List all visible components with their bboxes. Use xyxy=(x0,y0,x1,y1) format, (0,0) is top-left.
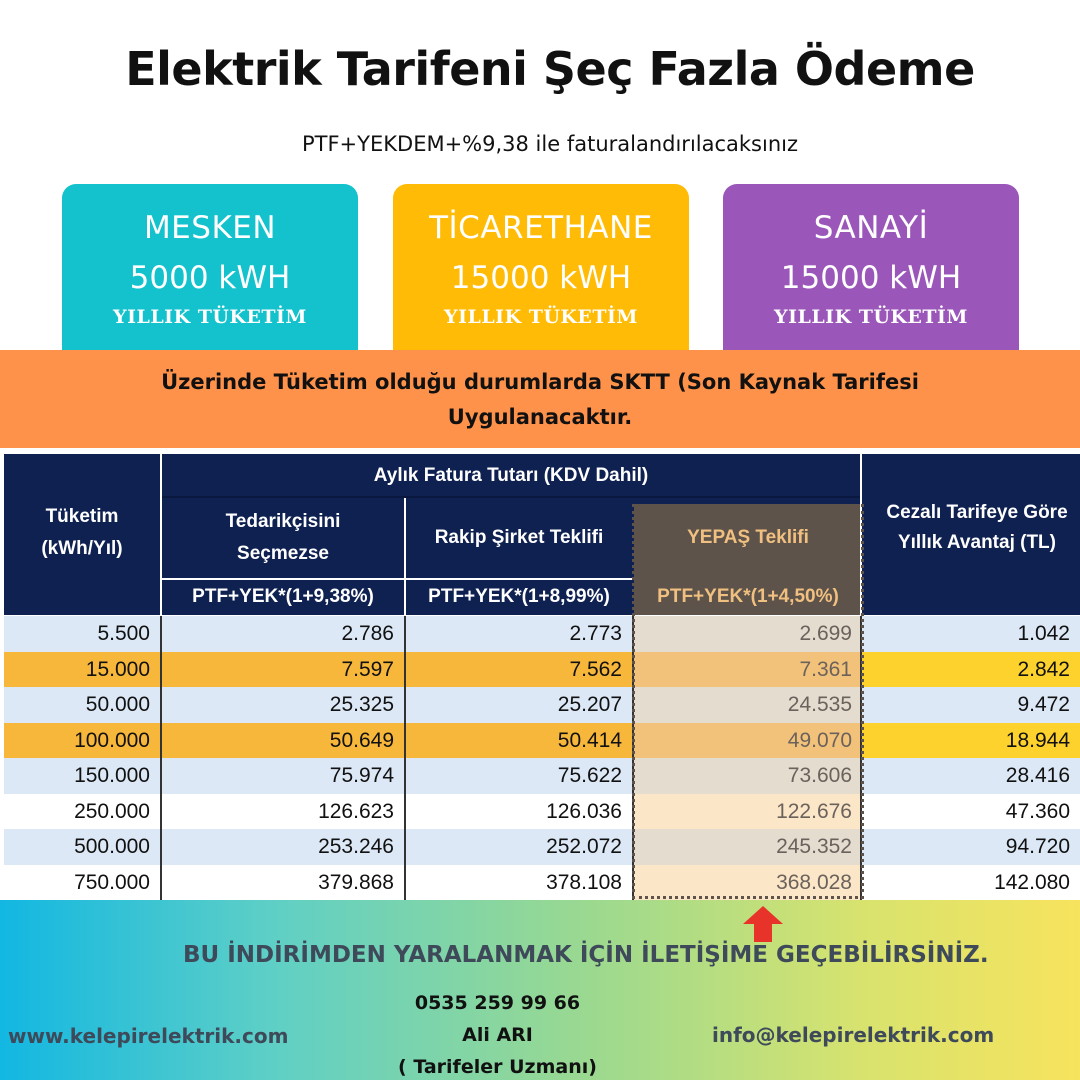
cell-avantaj: 28.416 xyxy=(862,758,1080,794)
cell-rakip: 252.072 xyxy=(406,829,632,865)
header-divider xyxy=(162,578,632,580)
sktt-banner xyxy=(0,350,1080,448)
card-type: MESKEN xyxy=(143,210,277,246)
cell-divider xyxy=(160,829,162,865)
card-kwh: 5000 kWH xyxy=(129,260,291,296)
formula-rakip: PTF+YEK*(1+8,99%) xyxy=(428,586,610,607)
card-type: TİCARETHANE xyxy=(429,210,653,246)
cell-divider xyxy=(404,616,406,652)
cell-divider xyxy=(160,652,162,688)
cell-rakip: 25.207 xyxy=(406,687,632,723)
formula-yepas: PTF+YEK*(1+4,50%) xyxy=(657,586,839,607)
table-row xyxy=(4,652,1080,688)
col-header-tuketim xyxy=(4,498,160,568)
cell-rakip: 50.414 xyxy=(406,723,632,759)
cell-rakip: 75.622 xyxy=(406,758,632,794)
card-kwh: 15000 kWH xyxy=(450,260,632,296)
cell-tuketim: 50.000 xyxy=(4,687,160,723)
col-header-tuketim-l1: Tüketim xyxy=(45,506,119,527)
formula-tedarik: PTF+YEK*(1+9,38%) xyxy=(192,586,374,607)
card-ticarethane xyxy=(393,184,689,374)
cell-yepas: 245.352 xyxy=(634,829,862,865)
cell-yepas: 73.606 xyxy=(634,758,862,794)
cell-divider xyxy=(160,616,162,652)
cell-divider xyxy=(160,794,162,830)
col-header-tedarik-l2: Seçmezse xyxy=(237,543,329,564)
col-header-avantaj-l2: Yıllık Avantaj (TL) xyxy=(897,532,1056,553)
card-sanayi xyxy=(723,184,1019,374)
table-row xyxy=(4,829,1080,865)
cell-divider xyxy=(160,865,162,901)
arrow-up-icon xyxy=(741,904,785,944)
cell-tedarik: 50.649 xyxy=(162,723,404,759)
cell-tuketim: 250.000 xyxy=(4,794,160,830)
table-row xyxy=(4,758,1080,794)
col-group-header: Aylık Fatura Tutarı (KDV Dahil) xyxy=(373,465,649,486)
website-link[interactable]: www.kelepirelektrik.com xyxy=(8,1024,289,1048)
banner-line1: Üzerinde Tüketim olduğu durumlarda SKTT (Son Kaynak Tarifesi xyxy=(161,370,919,394)
cell-divider xyxy=(404,723,406,759)
cell-tuketim: 750.000 xyxy=(4,865,160,901)
cell-tuketim: 5.500 xyxy=(4,616,160,652)
cell-avantaj: 18.944 xyxy=(862,723,1080,759)
cell-yepas: 49.070 xyxy=(634,723,862,759)
cell-tedarik: 7.597 xyxy=(162,652,404,688)
contact-phone[interactable]: 0535 259 99 66 xyxy=(414,992,581,1014)
cell-tedarik: 253.246 xyxy=(162,829,404,865)
cell-divider xyxy=(160,758,162,794)
col-header-tuketim-l2: (kWh/Yıl) xyxy=(41,538,123,559)
card-sub: YILLIK TÜKETİM xyxy=(113,306,307,328)
cell-avantaj: 47.360 xyxy=(862,794,1080,830)
table-row xyxy=(4,616,1080,652)
email-link[interactable]: info@kelepirelektrik.com xyxy=(712,1023,995,1047)
card-sub: YILLIK TÜKETİM xyxy=(444,306,638,328)
cell-rakip: 126.036 xyxy=(406,794,632,830)
col-header-tedarik xyxy=(162,498,404,578)
cell-divider xyxy=(404,652,406,688)
tariff-table xyxy=(0,448,1080,900)
cell-yepas: 368.028 xyxy=(634,865,862,901)
cell-divider xyxy=(160,723,162,759)
col-header-rakip: Rakip Şirket Teklifi xyxy=(434,527,604,548)
col-header-avantaj xyxy=(862,488,1080,568)
cell-tedarik: 25.325 xyxy=(162,687,404,723)
cell-yepas: 122.676 xyxy=(634,794,862,830)
table-row xyxy=(4,687,1080,723)
cell-yepas: 24.535 xyxy=(634,687,862,723)
cell-tuketim: 500.000 xyxy=(4,829,160,865)
cell-divider xyxy=(404,829,406,865)
cell-tuketim: 150.000 xyxy=(4,758,160,794)
col-header-tedarik-l1: Tedarikçisini xyxy=(225,511,341,532)
contact-name: Ali ARI xyxy=(462,1024,533,1046)
banner-line2: Uygulanacaktır. xyxy=(447,405,633,429)
contact-footer xyxy=(0,900,1080,1080)
yepas-highlight-box xyxy=(632,504,864,899)
cell-yepas: 7.361 xyxy=(634,652,862,688)
cell-avantaj: 94.720 xyxy=(862,829,1080,865)
col-header-yepas: YEPAŞ Teklifi xyxy=(687,527,809,548)
page-title: Elektrik Tarifeni Şeç Fazla Ödeme xyxy=(125,42,975,96)
card-kwh: 15000 kWH xyxy=(780,260,962,296)
cell-avantaj: 2.842 xyxy=(862,652,1080,688)
cell-tedarik: 379.868 xyxy=(162,865,404,901)
cell-tuketim: 15.000 xyxy=(4,652,160,688)
header-divider xyxy=(404,498,406,615)
cell-divider xyxy=(160,687,162,723)
cell-yepas: 2.699 xyxy=(634,616,862,652)
cell-tedarik: 126.623 xyxy=(162,794,404,830)
cell-divider xyxy=(404,865,406,901)
header-divider xyxy=(162,496,860,498)
card-sub: YILLIK TÜKETİM xyxy=(774,306,968,328)
card-mesken xyxy=(62,184,358,374)
cell-divider xyxy=(404,758,406,794)
cell-rakip: 378.108 xyxy=(406,865,632,901)
cell-tedarik: 75.974 xyxy=(162,758,404,794)
table-row xyxy=(4,723,1080,759)
cell-avantaj: 9.472 xyxy=(862,687,1080,723)
table-row xyxy=(4,865,1080,901)
cta-text: BU İNDİRİMDEN YARALANMAK İÇİN İLETİŞİME GEÇEBİLİRSİNİZ. xyxy=(183,942,989,968)
header-divider xyxy=(160,454,162,615)
cell-avantaj: 1.042 xyxy=(862,616,1080,652)
cell-tedarik: 2.786 xyxy=(162,616,404,652)
cell-tuketim: 100.000 xyxy=(4,723,160,759)
page-subtitle: PTF+YEKDEM+%9,38 ile faturalandırılacaksınız xyxy=(301,132,798,156)
contact-role: ( Tarifeler Uzmanı) xyxy=(398,1056,597,1078)
col-header-avantaj-l1: Cezalı Tarifeye Göre xyxy=(886,502,1068,523)
cell-divider xyxy=(404,687,406,723)
table-row xyxy=(4,794,1080,830)
cell-divider xyxy=(404,794,406,830)
cell-rakip: 2.773 xyxy=(406,616,632,652)
card-type: SANAYİ xyxy=(813,210,929,246)
cell-avantaj: 142.080 xyxy=(862,865,1080,901)
cell-rakip: 7.562 xyxy=(406,652,632,688)
